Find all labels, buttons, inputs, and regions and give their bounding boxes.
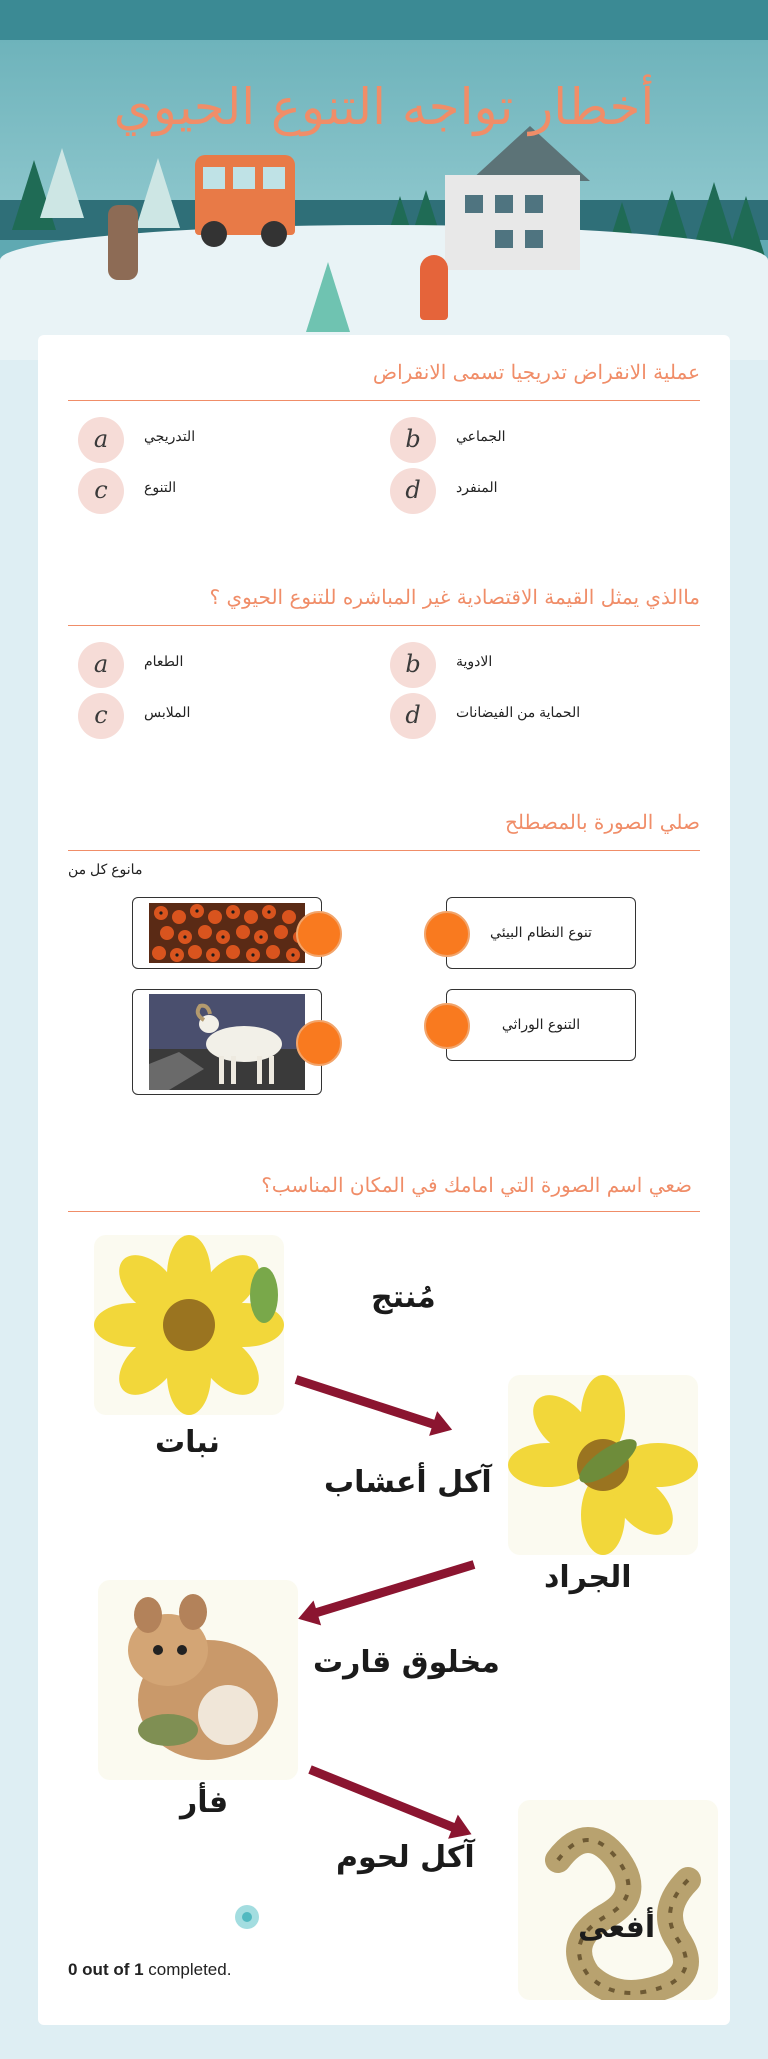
matching-divider — [68, 850, 700, 851]
option-badge-d[interactable]: d — [390, 693, 436, 739]
option-text[interactable]: الحماية من الفيضانات — [456, 704, 581, 720]
option-text[interactable]: التدريجي — [144, 428, 196, 444]
page-title: أخطار تواجه التنوع الحيوي — [113, 78, 655, 136]
sunflower-image — [94, 1235, 284, 1415]
house-window — [525, 195, 543, 213]
bus-window — [263, 167, 285, 189]
option-badge-a[interactable]: a — [78, 417, 124, 463]
question-2-title: ماالذي يمثل القيمة الاقتصادية غير المباشره للتنوع الحيوي ؟ — [209, 585, 700, 609]
snowy-tree-icon — [40, 148, 84, 218]
option-badge-d[interactable]: d — [390, 468, 436, 514]
arrow-icon — [295, 1375, 440, 1430]
locust-image — [508, 1375, 698, 1555]
option-text[interactable]: التنوع — [144, 479, 177, 495]
label-locust: الجراد — [544, 1560, 632, 1595]
option-text[interactable]: الجماعي — [456, 428, 506, 444]
fox-illustration — [420, 255, 448, 320]
question-1-divider — [68, 400, 700, 401]
match-connector-dot[interactable] — [296, 911, 342, 957]
labeling-divider — [68, 1211, 700, 1212]
banner-top-strip — [0, 0, 768, 40]
option-badge-b[interactable]: b — [390, 642, 436, 688]
progress-suffix: completed. — [143, 1960, 232, 1979]
match-term-label: التنوع الوراثي — [501, 1017, 581, 1033]
mouse-image — [98, 1580, 298, 1780]
option-badge-c[interactable]: c — [78, 693, 124, 739]
question-2-divider — [68, 625, 700, 626]
bus-illustration — [195, 155, 295, 235]
sheep-image — [149, 994, 305, 1090]
drop-target-dot[interactable] — [235, 1905, 259, 1929]
progress-status — [68, 1960, 231, 1980]
question-1-title: عملية الانقراض تدريجيا تسمى الانقراض — [372, 360, 700, 384]
match-connector-dot[interactable] — [424, 1003, 470, 1049]
match-term-label: تنوع النظام البيئي — [490, 925, 592, 941]
house-window — [495, 195, 513, 213]
arrow-icon — [308, 1765, 460, 1833]
match-term-box-genetic[interactable] — [446, 989, 636, 1061]
label-herbivore: آكل أعشاب — [324, 1465, 492, 1500]
option-badge-c[interactable]: c — [78, 468, 124, 514]
label-omnivore: مخلوق قارت — [313, 1645, 500, 1680]
match-term-box-ecosystem[interactable] — [446, 897, 636, 969]
matching-subtitle: مانوع كل من — [68, 861, 143, 877]
bus-window — [203, 167, 225, 189]
arrow-icon — [310, 1560, 475, 1618]
match-connector-dot[interactable] — [296, 1020, 342, 1066]
option-text[interactable]: المنفرد — [456, 479, 498, 495]
snake-image — [518, 1800, 718, 2000]
label-carnivore: آكل لحوم — [336, 1840, 475, 1875]
bus-wheel — [261, 221, 287, 247]
label-producer: مُنتج — [371, 1280, 436, 1315]
progress-count: 0 out of 1 — [68, 1960, 144, 1979]
worksheet-card — [38, 335, 730, 2025]
match-image-box-ladybugs[interactable] — [132, 897, 322, 969]
matching-title: صلي الصورة بالمصطلح — [504, 810, 700, 834]
match-connector-dot[interactable] — [424, 911, 470, 957]
bus-wheel — [201, 221, 227, 247]
small-tree-icon — [306, 262, 350, 332]
labeling-title: ضعي اسم الصورة التي امامك في المكان المناسب؟ — [261, 1173, 692, 1197]
match-image-box-sheep[interactable] — [132, 989, 322, 1095]
option-text[interactable]: الطعام — [144, 653, 184, 669]
label-mouse: فأر — [180, 1785, 229, 1820]
label-snake: أفعى — [578, 1910, 656, 1945]
option-text[interactable]: الادوية — [456, 653, 493, 669]
ladybugs-image — [149, 903, 305, 963]
house-window — [525, 230, 543, 248]
snowy-tree-icon — [136, 158, 180, 228]
option-badge-b[interactable]: b — [390, 417, 436, 463]
house-illustration — [445, 175, 580, 270]
option-text[interactable]: الملابس — [144, 704, 191, 720]
house-window — [495, 230, 513, 248]
header-banner — [0, 0, 768, 360]
deer-illustration — [108, 205, 138, 280]
option-badge-a[interactable]: a — [78, 642, 124, 688]
bus-window — [233, 167, 255, 189]
house-window — [465, 195, 483, 213]
label-plant: نبات — [155, 1425, 220, 1460]
